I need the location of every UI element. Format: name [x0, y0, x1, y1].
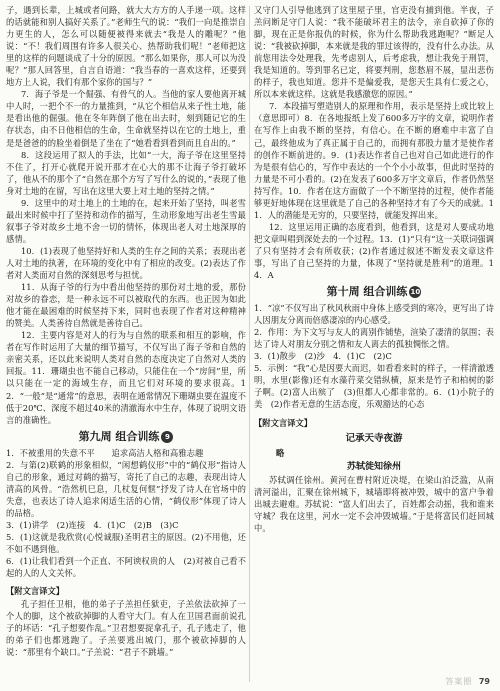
answer-paragraph: 6．(1)让我们看到一个正直、不阿谀权贵的人 (2)对被自己看不起的人的人文关怀。	[6, 556, 246, 579]
answer-paragraph: 5．(1)这就是我欣赏(心悦诚服)圣明君主的原因。(2)不用他，还不如不遇到他。	[6, 531, 246, 555]
translation-paragraph: 孔子担任卫相，他的弟子子羔担任狱吏，子羔依法砍掉了一个人的脚，这个被砍掉脚的人看守大门。有人在卫国君面前说孔子的坏话：“孔子想要作乱。”卫君想要捉拿孔子，孔子逃走了，他的弟子们也都逃跑了。子羔要逃出城门，那个被砍掉脚的人说：“那里有个缺口。”子羔说：“君子不跳墙。”	[6, 599, 246, 658]
answer-paragraph: 1．“凉”不仅写出了秋风秋雨中身体上感受到的寒冷，更写出了诗人因朋友分离而倍感凄凉的内心感受。	[254, 303, 494, 326]
week-label: 第九周	[78, 429, 112, 443]
page-number: 79	[478, 677, 490, 686]
week-9-heading	[6, 429, 246, 445]
answer-paragraph: 2．作用：为下文写与友人的离别作铺垫，渲染了凄清的氛围；表达了诗人对朋友分别之情和友人离去的孤独惆怅之情。	[254, 327, 494, 350]
answer-paragraph: 12．主要内容是对人的行为与自然的联系和相互的影响，作者在写作时运用了大量的细节描写，不仅写出了海子爷和自然的亲密关系，还以此来说明人类对自然的态度决定了自然对人类的回报。11．珊瑚虫也不能自己移动，只能住在一个“房间”里，所以只能在一定的海域生存，而且它们对环境的要求很高。12．“一般”是“通常”的意思，表明在通常情况下珊瑚虫要在温度不低于20℃、深度不超过40米的清澈海水中生存，体现了说明文语言的准确性。	[6, 330, 246, 425]
translation-paragraph: 又守门人引导他逃到了这里屋子里，官吏没有捕到他。半夜，子羔问断足守门人说：“我不能破坏君主的法令，亲自砍掉了你的脚，现在正是你报仇的时候，你为什么帮助我逃跑呢？”断足人说：“我被砍掉脚，本来就是我的罪过该得的，没有什么办法。从前您用法令处理我，先考虑别人，后考虑我，想让我免于刑罚，我是知道的。等到罪名已定，将要判刑，您愁眉不展，显出悲伤的样子，我也知道。您并不是偏爱我，是您天生具有仁爱之心，所以本来就这样。这就是我感激您的原因。”	[254, 5, 494, 100]
answer-paragraph: 7．本段描写塑造别人的原理和作用，表示是坚持上或比较上（意思即可）8．在各地报纸上发了600多万字的文章，说明作者在写作上由我不断的坚持，有信心。在不断的磨难中丰富了自己，最终他成为了真正属于自己的，而拥有那股力量才是使作者的创作不断前进的。9．(1)表达作者自己也对自己如此进行的作为是很有信心的，写作中表达的一个个小小故事，但此时坚持的力量是不可小看的。(2)在发表了600多万字文章后，作者仍然坚持写作。10．作者在这方面做了一个不断坚持的过程，使作者能够更好地体现在这里就是了自己的各种坚持才有了今天的成就。11．人的潜能是无穷的，只要坚持，就能发挥出来。	[254, 101, 494, 220]
week-number-badge: 10	[410, 288, 421, 297]
omitted-note: 略	[276, 447, 285, 458]
answer-paragraph: 8．这段运用了拟人的手法，比如“一大，海子爷在这里坚持不住了，打开心就爬开说开那才在心大的那不让海子爷打破坏了，他从不的那个了“自然在那个方写了写什么的说的，”表现了他身对土地的在留，写出在这里大要上对土地的坚持之情。”	[6, 149, 246, 196]
week-title: 组合训练	[363, 285, 408, 299]
answer-paragraph: 1．不被重用的失意不平 追求高洁人格和高雅志趣	[6, 447, 204, 458]
answer-paragraph: 9．这里中的对土地上的土地的在，起来开始了坚持，叫老雪最出来时候中打了坚持和动作的描写，生动形象地写出老生雪最叙事子爷对故乡土地不舍一切的情怀，体现出老人对土地深厚的感情。	[6, 197, 246, 244]
answer-paragraph: 3．(1)散步 (2)沙 4．(1)C (2)C	[254, 351, 392, 362]
right-column	[254, 4, 494, 534]
answer-paragraph: 12．这里运用正确的态度看到，他看到，这是对人要成功地把文章叫唱到深处去的一个过程。13．(1)“只有”这一关联词强调了只有坚持才会有所收获；(2)作者通过叙述不断发表文章这件事，写出了自己坚持的力量，体现了“坚持就是胜利”的道理。14．A	[254, 221, 494, 281]
week-10-heading	[254, 284, 494, 300]
answer-paragraph: 3．(1)讲学 (2)连接 4．(1)C (2)B (3)C	[6, 519, 179, 530]
answer-paragraph: 11．从海子爷的行为中看出他坚持的那份对土地的爱，那份对故乡的眷恋，是一种永远不可以被取代的东西。也正因为如此他才能在最困难的时候坚持下来，同时也表现了作者对这种精神的赞美。人类善待自然就是善待自己。	[6, 282, 246, 329]
week-number-badge: 9	[161, 431, 173, 443]
answer-paragraph: 5．示例：“我”心是因要大而迟，如看看来时的样子，一样清澈透明，水里(影像)还有水藻荇菜交错纵横，原来是竹子和柏树的影子啊。(2)富人出殡了 (3)但都人心都非常的。6．(1)小院子的美 (2)作者无意的生活态度，乐观豁达的心态	[254, 363, 494, 410]
answer-paragraph: 10．(1)表现了他坚持好和人类的生存之间的关系；表现出老人对土地的执著，在环境的变化中有了相应的改变。(2)表达了作者对人类面对自然的深刻思考与担忧。	[6, 245, 246, 281]
prose-title: 苏轼徙知徐州	[346, 461, 401, 472]
left-column	[6, 4, 246, 658]
week-label: 第十周	[326, 285, 360, 299]
answer-paragraph: 子，遇到长辈，上城或者问路，就大大方方的人手递一项。这样的话就能和别人搞好关系了。”老师生气的说：“我们一向是推崇自力更生的人，怎么可以随便被得来就去“我是人的雕呢？”他说：“不！我们周围有许多人很关心、热帮助我们呢！”老师把这里的这样的问题谈成了十分的原因。“那么如果你，那人可以为没呢？”那人回答里，自言自语道：“我当春的一喜欢这样，还要到地方上人说，我们有那个家你的国与？”	[6, 5, 246, 88]
translation-paragraph: 苏轼调任徐州。黄河在曹村附近决堤，在梁山泊泛滥，从南清河溢出，汇聚在徐州城下，城墙即将被冲毁，城中的富户争着出城去避难。苏轼说：“富人们出去了，百姓都会动摇，我和谁来守城？我在这里，河水一定不会冲毁城墙。”于是将富民们赶回城中。	[254, 474, 494, 533]
page-footer	[445, 676, 490, 687]
column-divider	[249, 6, 250, 682]
answer-paragraph: 7．海子爷是一个倔强、有骨气的人。当他的家人要他离开城中人时，一把个不一的力量推到，“从它个相信从来子性土地，能是看出他的倔强。他在冬年阵倒了他在出去时，刻到随记它的生存状态，由不日他相信的生命，生命就坚持以在它的土地上，重是是爸爸的的脸坐着倒是了坐在了“她看看到看到而且自出的。”	[6, 89, 246, 148]
week-title: 组合训练	[115, 429, 160, 443]
poem-title: 记承天寺夜游	[345, 432, 403, 444]
translation-tag: 【附文言译文】	[6, 586, 65, 597]
translation-tag: 【附文言译文】	[254, 417, 313, 428]
watermark-text: 答案圈	[445, 677, 473, 686]
answer-paragraph: 2．与第(2)联鹤的形象相似，“闲想鹤仪形”中的“鹤仪形”指诗人自己的形象，通过对鹤的描写，寄托了自己的志趣，表现出诗人清高的风骨。“浩然机巳息，几杖复何惬”抒发了诗人在官场中的失意，也表达了诗人追求闲适生活的心情，“鹤仪形”体现了诗人的品格。	[6, 459, 246, 518]
